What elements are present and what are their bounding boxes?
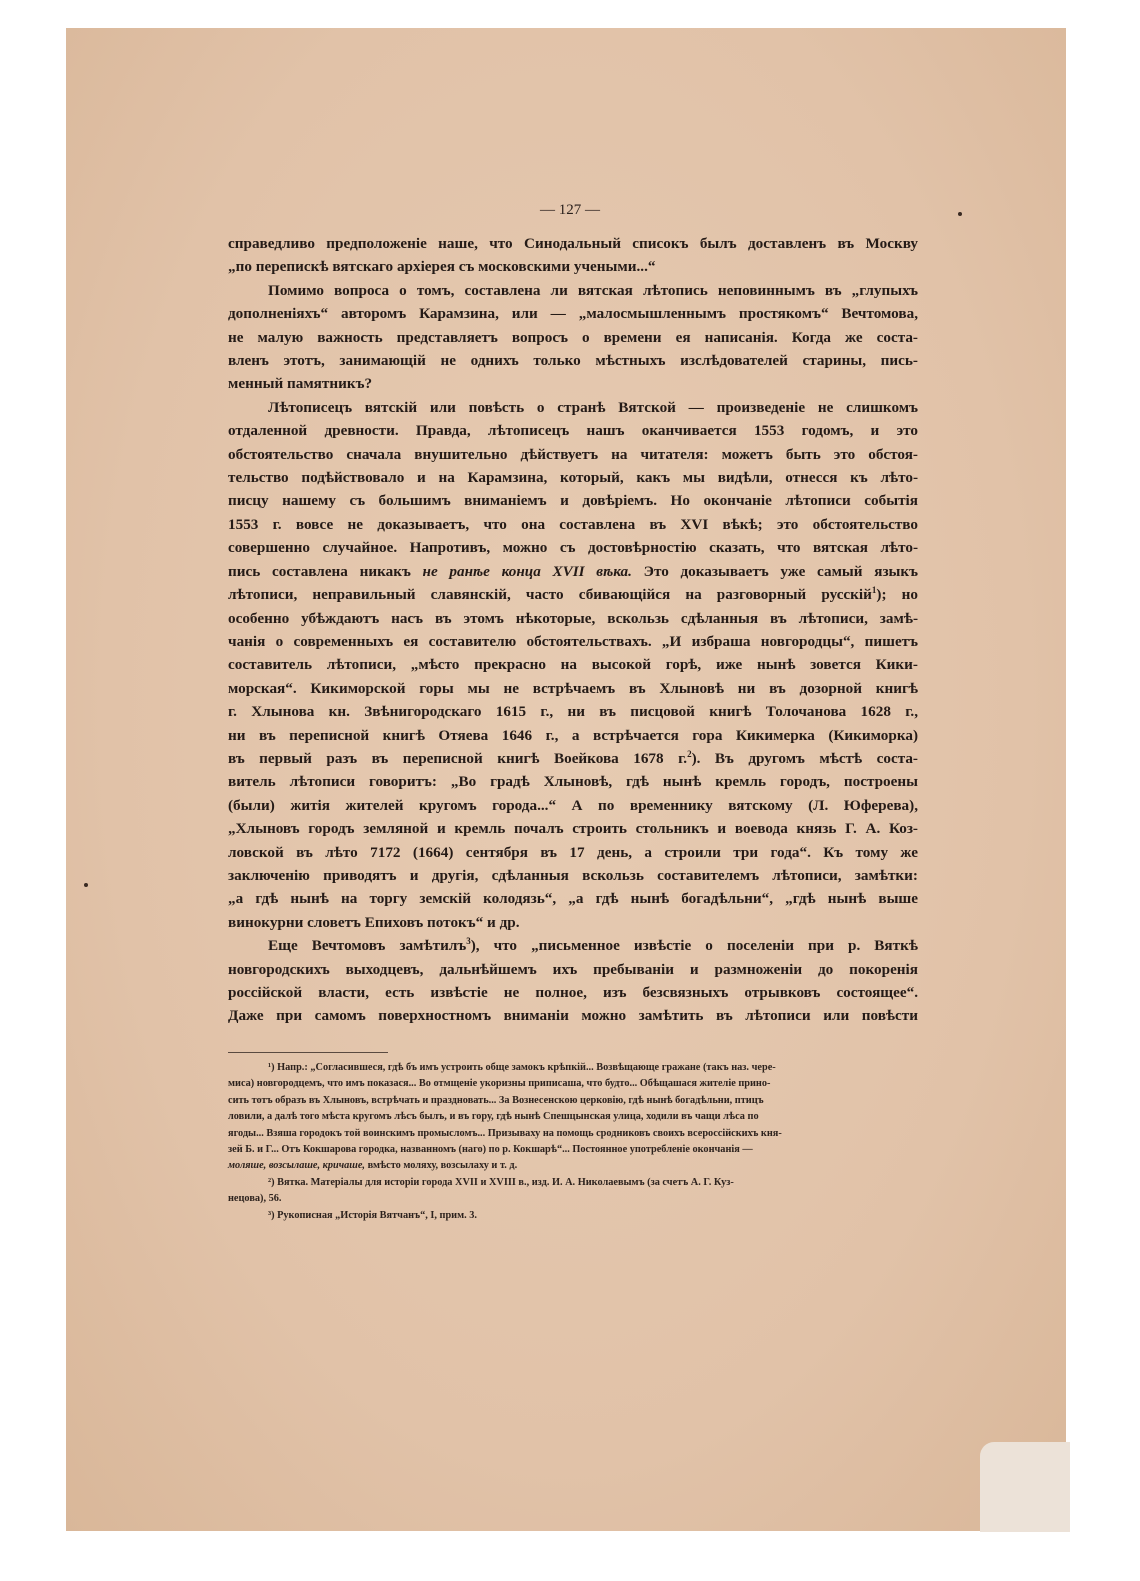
text-span: вмѣсто моляху, возсылаху и т. д. — [367, 1160, 518, 1172]
text-line: вленъ этотъ, занимающій не однихъ только мѣстныхъ изслѣдователей старины, пись- — [228, 352, 918, 370]
footnote-line: сить тотъ образъ въ Хлыновъ, встрѣчать и праздновать... За Вознесенскою церковію, гдѣ нынѣ богадѣльни, птицъ — [228, 1094, 764, 1106]
footnote-line: ягоды... Взяша городокъ той воинскимъ промысломъ... Призываху на помощь сродниковъ своихъ всероссійскихъ кня- — [228, 1127, 782, 1139]
text-line: Помимо вопроса о томъ, составлена ли вятская лѣтопись неповиннымъ въ „глупыхъ — [268, 281, 918, 299]
emphasis: не ранѣе конца XVII вѣка. — [422, 562, 632, 580]
footnote-marker: ²) — [268, 1176, 275, 1188]
text-span: Вятка. Матеріалы для исторіи города XVII и XVIII в., изд. И. А. Николаевымъ (за счетъ А. Г. Куз- — [277, 1176, 734, 1188]
text-line: дополненіяхъ“ авторомъ Карамзина, или — „малосмышленнымъ простякомъ“ Вечтомова, — [228, 305, 918, 323]
main-text — [228, 232, 918, 1028]
text-line: винокурни словетъ Епиховъ потокъ“ и др. — [228, 913, 520, 931]
footnote-ref: 2 — [687, 748, 692, 759]
text-line: писцу нашему съ большимъ вниманіемъ и довѣріемъ. Но окончаніе лѣтописи событія — [228, 492, 918, 510]
footnote-line: нецова), 56. — [228, 1193, 282, 1205]
text-line: совершенно случайное. Напротивъ, можно съ достовѣрностію сказать, что вятская лѣто- — [228, 539, 918, 557]
text-span: лѣтописи, неправильный славянскій, часто сбивающійся на разговорный русскій — [228, 586, 872, 604]
footnote-line — [228, 1208, 918, 1224]
footnote-ref: 3 — [466, 936, 471, 947]
emphasis: моляше, возсылаше, кричаше, — [228, 1160, 366, 1172]
text-line — [228, 934, 918, 957]
footnote-ref: 1 — [871, 585, 877, 596]
text-line — [228, 560, 918, 583]
footnote-line: ловили, а далѣ того мѣста кругомъ лѣсъ былъ, и въ гору, гдѣ нынѣ Спешцынская улица, ходили въ чащи лѣса по — [228, 1111, 759, 1123]
text-line: 1553 г. вовсе не доказываетъ, что она составлена въ XVI вѣкѣ; это обстоятельство — [228, 515, 918, 533]
text-line: обстоятельство сначала внушительно дѣйствуетъ на читателя: можетъ быть это обстоя- — [228, 445, 918, 463]
text-line: „а гдѣ нынѣ на торгу земскій колодязь“, „а гдѣ нынѣ богадѣльни“, „гдѣ нынѣ выше — [228, 890, 918, 908]
text-line: не малую важность представляетъ вопросъ о времени ея написанія. Когда же соста- — [228, 328, 918, 346]
text-line: ловской въ лѣто 7172 (1664) сентября въ 17 день, а строили три года“. Къ тому же — [228, 843, 918, 861]
text-line: менный памятникъ? — [228, 375, 373, 393]
text-line: отдаленной древности. Правда, лѣтописецъ нашъ оканчивается 1553 годомъ, и это — [228, 422, 918, 440]
text-line: „Хлыновъ городъ земляной и кремль почалъ строить стольникъ и воевода князь Г. А. Коз- — [228, 820, 918, 838]
text-line — [228, 583, 918, 606]
text-line: ни въ переписной книгѣ Отяева 1646 г., а встрѣчается гора Кикимерка (Кикиморка) — [228, 726, 918, 744]
footnotes — [228, 1060, 918, 1224]
text-line: составитель лѣтописи, „мѣсто прекрасно на высокой горѣ, иже нынѣ зовется Кики- — [228, 656, 918, 674]
text-span: ); но — [876, 586, 918, 604]
footnote-line — [228, 1060, 918, 1076]
text-span: ). Въ другомъ мѣстѣ соста- — [691, 749, 918, 767]
text-line: заключенію приводятъ и другія, сдѣланныя вскользь составителемъ лѣтописи, замѣтки: — [228, 866, 918, 884]
ink-speck — [84, 883, 88, 887]
text-line: витель лѣтописи говоритъ: „Во градѣ Хлыновѣ, гдѣ нынѣ кремль городъ, построены — [228, 773, 918, 791]
footnote-line: миса) новгородцемъ, что имъ показася... Во отмщеніе укоризны приписаша, что будто... Обѣщашася жителіе прино- — [228, 1078, 771, 1090]
text-span: Напр.: „Согласившеся, гдѣ бъ имъ устроить обще замокъ крѣпкій... Возвѣщающе гражане (такъ наз. чере- — [277, 1062, 776, 1073]
footnote-divider — [228, 1052, 388, 1053]
page-number: — 127 — — [540, 202, 600, 218]
text-line: Даже при самомъ поверхностномъ вниманіи можно замѣтить въ лѣтописи или повѣсти — [228, 1007, 918, 1025]
text-line: „по перепискѣ вятскаго архіерея съ московскими учеными...“ — [228, 258, 656, 276]
text-line: россійской власти, есть извѣстіе не полное, изъ безсвязныхъ отрывковъ состоящее“. — [228, 984, 918, 1001]
text-line: морская“. Кикиморской горы мы не встрѣчаемъ въ Хлыновѣ ни въ дозорной книгѣ — [228, 679, 918, 697]
footnote-line — [228, 1158, 918, 1174]
footnote-line — [228, 1175, 918, 1191]
text-span: ), что „письменное извѣстіе о поселеніи при р. Вяткѣ — [470, 937, 918, 955]
text-span: пись составлена никакъ — [228, 562, 411, 580]
footnote-line: зей Б. и Г... Отъ Кокшарова городка, названномъ (наго) по р. Кокшарѣ“... Постоянное употребленіе окончанія — — [228, 1144, 753, 1156]
text-line: новгородскихъ выходцевъ, дальнѣйшемъ ихъ пребываніи и размноженіи до покоренія — [228, 960, 918, 978]
text-span: Это доказываетъ уже самый языкъ — [643, 562, 919, 580]
text-line: тельство подѣйствовало и на Карамзина, который, какъ мы видѣли, отнесся къ лѣто- — [228, 469, 918, 487]
text-span: въ первый разъ въ переписной книгѣ Воейкова 1678 г. — [228, 749, 688, 767]
text-span: Рукописная „Исторія Вятчанъ“, I, прим. 3. — [277, 1209, 478, 1221]
footnote-marker: ¹) — [268, 1062, 275, 1073]
text-span: Еще Вечтомовъ замѣтилъ — [268, 937, 467, 955]
text-line: (были) житія жителей кругомъ города...“ А по временнику вятскому (Л. Юферева), — [228, 796, 918, 814]
text-line: особенно убѣждаютъ насъ въ этомъ нѣкоторые, вскользь сдѣланныя въ лѣтописи, замѣ- — [228, 609, 918, 627]
text-line: чанія о современныхъ ея составителю обстоятельствахъ. „И избраша новгородцы“, пишетъ — [228, 632, 918, 650]
text-line — [228, 747, 918, 770]
page-corner-tab — [980, 1442, 1070, 1532]
text-line: Лѣтописецъ вятскій или повѣсть о странѣ Вятской — произведеніе не слишкомъ — [268, 398, 918, 416]
text-line: справедливо предположеніе наше, что Синодальный списокъ былъ доставленъ въ Москву — [228, 235, 918, 252]
text-line: г. Хлынова кн. Звѣнигородскаго 1615 г., ни въ писцовой книгѣ Толочанова 1628 г., — [228, 703, 918, 721]
footnote-marker: ³) — [268, 1209, 275, 1221]
